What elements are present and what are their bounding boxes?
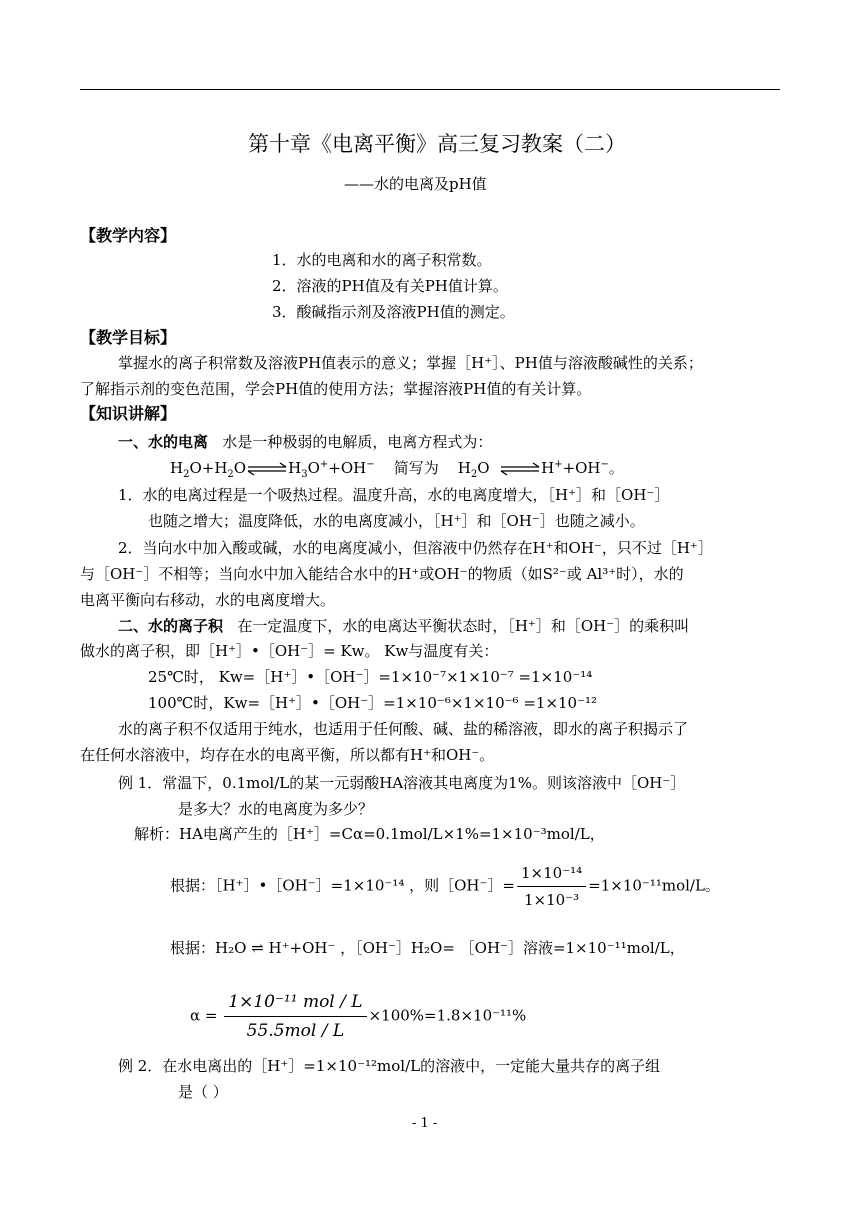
example2-question-2: 是（ ） (178, 1083, 228, 1101)
point1-line-1: 1．水的电离过程是一个吸热过程。温度升高，水的电离度增大，［H⁺］和［OH⁻］ (118, 486, 670, 504)
alpha-result: ×100%=1.8×10⁻¹¹% (368, 1006, 527, 1025)
content-item-2: 2．溶液的PH值及有关PH值计算。 (272, 277, 508, 295)
point1-line-2: 也随之增大；温度降低，水的电离度减小，［H⁺］和［OH⁻］也随之减小。 (148, 512, 645, 530)
example1-answer-3: 根据：H₂O ⇌ H⁺+OH⁻ ，［OH⁻］H₂O= ［OH⁻］溶液=1×10⁻¹¹mol/L， (170, 939, 685, 957)
section-content-heading: 【教学内容】 (80, 226, 177, 245)
content-item-3: 3．酸碱指示剂及溶液PH值的测定。 (272, 303, 515, 321)
goals-line-2: 了解指示剂的变色范围，学会PH值的使用方法；掌握溶液PH值的有关计算。 (80, 380, 592, 398)
part2-intro: 在一定温度下，水的电离达平衡状态时，［H⁺］和［OH⁻］的乘积叫 (237, 617, 690, 635)
fraction-denominator: 1×10⁻³ (524, 891, 580, 909)
note-line-2: 在任何水溶液中，均存在水的电离平衡，所以都有H⁺和OH⁻。 (80, 746, 495, 764)
alpha-fraction (224, 990, 366, 1043)
fraction (517, 862, 586, 911)
part2-line-2: 做水的离子积，即［H⁺］•［OH⁻］= Kw。 Kw与温度有关： (80, 642, 499, 660)
example1-question-2: 是多大？水的电离度为多少？ (178, 800, 374, 818)
part2-heading: 二、水的离子积 (118, 617, 224, 635)
header-rule (80, 89, 780, 90)
example1-answer-2 (170, 862, 720, 911)
section-goals-heading: 【教学目标】 (80, 328, 177, 347)
point2-line-1: 2．当向水中加入酸或碱，水的电离度减小，但溶液中仍然存在H⁺和OH⁻，只不过［H⁺］ (118, 539, 713, 557)
part1-heading: 一、水的电离 (118, 433, 209, 451)
part1-intro: 水是一种极弱的电解质，电离方程式为： (222, 433, 493, 451)
answer2-text: 根据：［H⁺］•［OH⁻］=1×10⁻¹⁴ ，则［OH⁻］= (170, 876, 515, 895)
alpha-numerator: 1×10⁻¹¹ mol / L (224, 990, 366, 1017)
content-item-1: 1．水的电离和水的离子积常数。 (272, 251, 492, 269)
section-lecture-heading: 【知识讲解】 (80, 404, 177, 423)
ionization-equation: $H_2O+H_2O$ $H_3O^++OH^-$ 简写为 $H_2O$ H++OH−。 (170, 459, 624, 480)
note-line-1: 水的离子积不仅适用于纯水，也适用于任何酸、碱、盐的稀溶液，即水的离子积揭示了 (118, 720, 689, 738)
alpha-denominator: 55.5mol / L (246, 1021, 345, 1041)
part2-line-1 (118, 616, 689, 636)
example1-question-1: 例 1．常温下，0.1mol/L的某一元弱酸HA溶液其电离度为1%。则该溶液中［OH⁻］ (118, 774, 686, 792)
fraction-numerator: 1×10⁻¹⁴ (517, 862, 586, 887)
example1-answer-4 (190, 990, 526, 1043)
alpha-label: α = (190, 1006, 218, 1025)
page-title: 第十章《电离平衡》高三复习教案（二） (248, 132, 626, 156)
page-subtitle: ——水的电离及pH值 (344, 175, 487, 193)
kw-100c: 100℃时，Kw=［H⁺］•［OH⁻］=1×10⁻⁶×1×10⁻⁶ =1×10⁻¹² (148, 694, 598, 712)
kw-25c: 25℃时， Kw=［H⁺］•［OH⁻］=1×10⁻⁷×1×10⁻⁷ =1×10⁻¹⁴ (148, 668, 593, 686)
example1-answer-1: 解析：HA电离产生的［H⁺］=Cα=0.1mol/L×1%=1×10⁻³mol/L， (134, 825, 605, 843)
page-number: - 1 - (412, 1116, 438, 1131)
goals-line-1: 掌握水的离子积常数及溶液PH值表示的意义；掌握［H⁺］、PH值与溶液酸碱性的关系； (118, 354, 703, 372)
point2-line-2: 与［OH⁻］不相等；当向水中加入能结合水中的H⁺或OH⁻的物质（如S²⁻或 Al³⁺时），水的 (80, 565, 684, 583)
equilibrium-arrow-icon (499, 462, 541, 476)
part1-line (118, 432, 492, 452)
answer2-result: =1×10⁻¹¹mol/L。 (588, 876, 720, 895)
point2-line-3: 电离平衡向右移动，水的电离度增大。 (80, 591, 336, 609)
equilibrium-arrow-icon (246, 462, 288, 476)
example2-question-1: 例 2．在水电离出的［H⁺］=1×10⁻¹²mol/L的溶液中，一定能大量共存的离子组 (118, 1057, 661, 1075)
